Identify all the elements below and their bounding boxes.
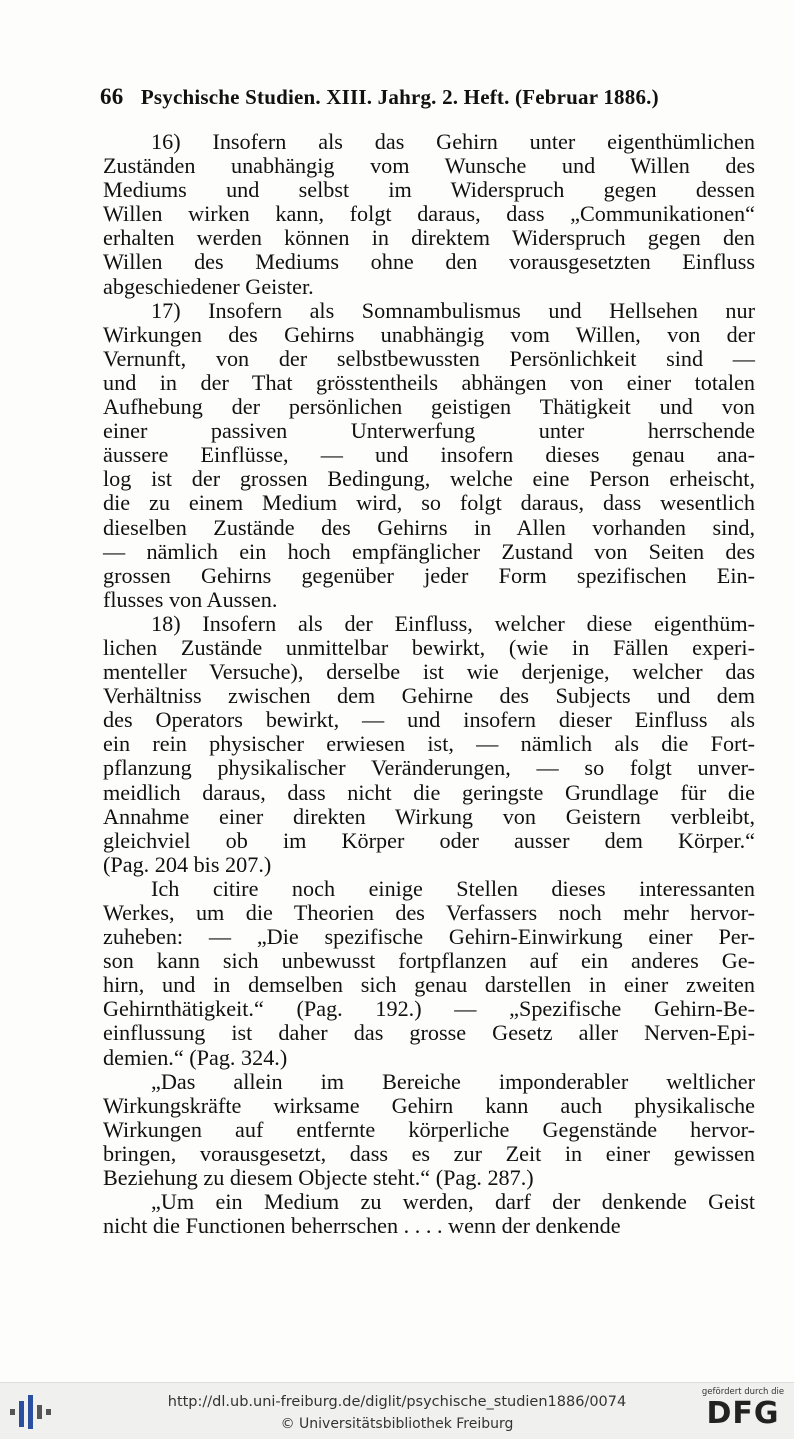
paragraph xyxy=(103,612,755,877)
text-line: Wirkungen auf entfernte körperliche Gegenstände hervor- xyxy=(103,1116,755,1142)
text-line: „Um ein Medium zu werden, darf der denkende Geist xyxy=(151,1189,755,1215)
text-line: „Das allein im Bereiche imponderabler weltlicher xyxy=(151,1068,755,1094)
paragraph xyxy=(103,299,755,612)
body-text xyxy=(103,130,755,1238)
dfg-sponsor-text: gefördert durch die xyxy=(701,1387,785,1397)
text-line: bringen, vorausgesetzt, dass es zur Zeit in einer gewissen xyxy=(103,1140,755,1166)
text-line: Vernunft, von der selbstbewussten Persönlichkeit sind — xyxy=(103,345,755,371)
text-line: Willen des Mediums ohne den vorausgesetzten Einfluss xyxy=(103,249,755,275)
text-line: ein rein physischer erwiesen ist, — nämlich als die Fort- xyxy=(103,731,755,757)
text-line: meidlich daraus, dass nicht die geringste Grundlage für die xyxy=(103,779,755,805)
text-line: nicht die Functionen beherrschen . . . . wenn der denkende xyxy=(103,1213,621,1239)
text-line: Gehirnthätigkeit.“ (Pag. 192.) — „Spezifische Gehirn-Be- xyxy=(103,996,755,1022)
text-line: Ich citire noch einige Stellen dieses interessanten xyxy=(151,875,755,901)
paragraph xyxy=(103,1070,755,1190)
text-line: zuheben: — „Die spezifische Gehirn-Einwirkung einer Per- xyxy=(103,924,755,950)
text-line: Annahme einer direkten Wirkung von Geistern verbleibt, xyxy=(103,803,755,829)
text-line: äussere Einflüsse, — und insofern dieses genau ana- xyxy=(103,442,755,468)
text-line: Wirkungen des Gehirns unabhängig vom Willen, von der xyxy=(103,321,755,347)
paragraph xyxy=(103,130,755,299)
paragraph xyxy=(103,877,755,1070)
text-line: Zuständen unabhängig vom Wunsche und Willen des xyxy=(103,153,755,179)
text-line: Willen wirken kann, folgt daraus, dass „Communikationen“ xyxy=(103,201,755,227)
text-line: 18) Insofern als der Einfluss, welcher diese eigenthüm- xyxy=(151,610,755,636)
text-line: log ist der grossen Bedingung, welche eine Person erheischt, xyxy=(103,466,755,492)
running-title: Psychische Studien. XIII. Jahrg. 2. Heft. (Februar 1886.) xyxy=(140,85,659,109)
text-line: — nämlich ein hoch empfänglicher Zustand von Seiten des xyxy=(103,538,755,564)
text-line: die zu einem Medium wird, so folgt daraus, dass wesentlich xyxy=(103,490,755,516)
text-line: Aufhebung der persönlichen geistigen Thätigkeit und von xyxy=(103,394,755,420)
text-line: grossen Gehirns gegenüber jeder Form spezifischen Ein- xyxy=(103,562,755,588)
text-line: lichen Zustände unmittelbar bewirkt, (wie in Fällen experi- xyxy=(103,634,755,660)
text-line: 17) Insofern als Somnambulismus und Hellsehen nur xyxy=(151,297,755,323)
text-line: Verhältniss zwischen dem Gehirne des Subjects und dem xyxy=(103,683,755,709)
text-line: demien.“ (Pag. 324.) xyxy=(103,1044,288,1070)
text-line: Beziehung zu diesem Objecte steht.“ (Pag. 287.) xyxy=(103,1165,534,1191)
dfg-logo-text: DFG xyxy=(706,1396,780,1431)
page-number: 66 xyxy=(100,84,124,109)
text-line: einflussung ist daher das grosse Gesetz aller Nerven-Epi- xyxy=(103,1020,755,1046)
text-line: menteller Versuche), derselbe ist wie derjenige, welcher das xyxy=(103,659,755,685)
text-line: einer passiven Unterwerfung unter herrschende xyxy=(103,418,755,444)
text-line: gleichviel ob im Körper oder ausser dem Körper.“ xyxy=(103,827,755,853)
text-line: son kann sich unbewusst fortpflanzen auf ein anderes Ge- xyxy=(103,948,755,974)
viewer-footer xyxy=(0,1382,794,1439)
text-line: (Pag. 204 bis 207.) xyxy=(103,851,272,877)
text-line: Mediums und selbst im Widerspruch gegen dessen xyxy=(103,177,755,203)
text-line: Werkes, um die Theorien des Verfassers noch mehr hervor- xyxy=(103,900,755,925)
text-line: abgeschiedener Geister. xyxy=(103,273,314,299)
dfg-logo[interactable] xyxy=(700,1387,786,1437)
source-url-link[interactable]: http://dl.ub.uni-freiburg.de/diglit/psychische_studien1886/0074 xyxy=(167,1394,627,1410)
text-line: 16) Insofern als das Gehirn unter eigenthümlichen xyxy=(151,129,755,154)
paragraph xyxy=(103,1190,755,1238)
text-line: des Operators bewirkt, — und insofern dieser Einfluss als xyxy=(103,707,755,733)
copyright-text: © Universitätsbibliothek Freiburg xyxy=(280,1416,514,1432)
text-line: hirn, und in demselben sich genau darstellen in einer zweiten xyxy=(103,972,755,998)
text-line: Wirkungskräfte wirksame Gehirn kann auch physikalische xyxy=(103,1092,755,1118)
text-line: dieselben Zustände des Gehirns in Allen vorhanden sind, xyxy=(103,514,755,540)
running-header xyxy=(100,84,755,110)
text-line: und in der That grösstentheils abhängen von einer totalen xyxy=(103,369,755,395)
text-line: pflanzung physikalischer Veränderungen, — so folgt unver- xyxy=(103,755,755,781)
text-line: flusses von Aussen. xyxy=(103,586,278,612)
text-line: erhalten werden können in direktem Widerspruch gegen den xyxy=(103,225,755,251)
